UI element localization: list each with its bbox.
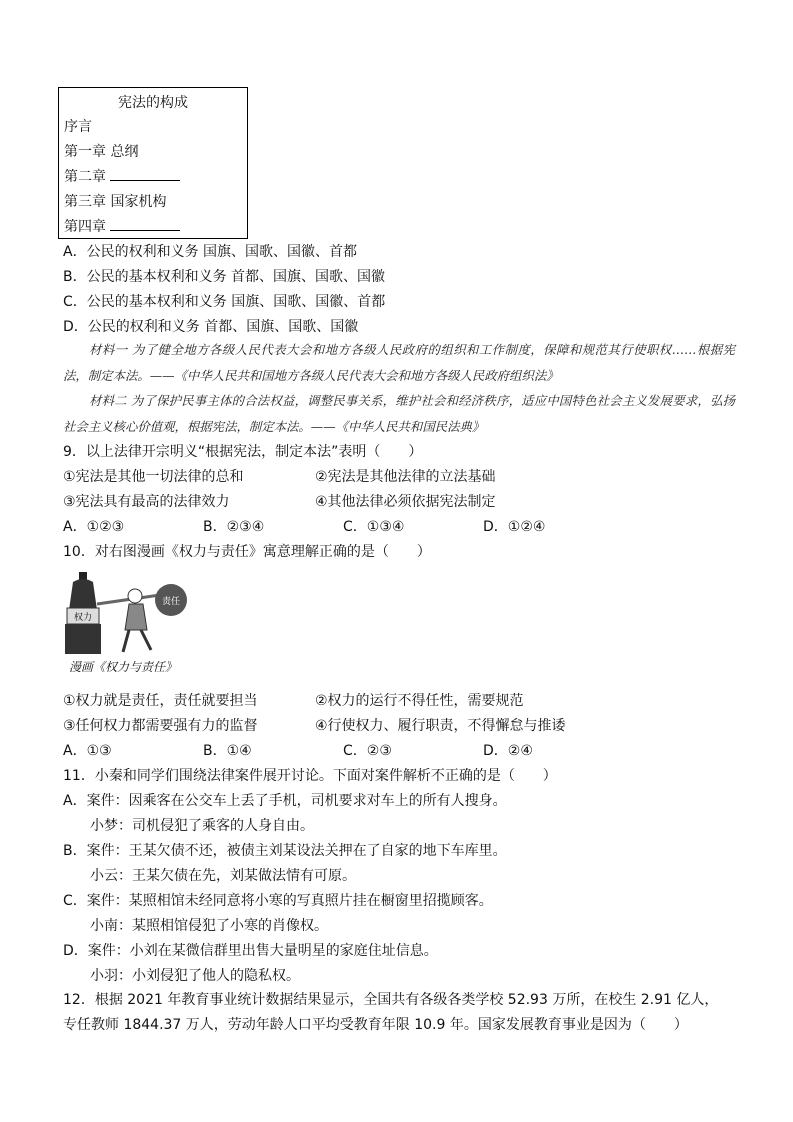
- material-one: 材料一 为了健全地方各级人民代表大会和地方各级人民政府的组织和工作制度，保障和规范其行使职权……根据宪法，制定本法。——《中华人民共和国地方各级人民代表大会和地方各级人民政府组织法》: [63, 342, 735, 383]
- q10-choice-d: D．②④: [483, 743, 533, 759]
- q11-comment-a: 小梦：司机侵犯了乘客的人身自由。: [90, 818, 314, 834]
- q11-case-d: D．案件：小刘在某微信群里出售大量明星的家庭住址信息。: [63, 943, 438, 959]
- q9-statement-4: ④其他法律必须依据宪法制定: [315, 494, 496, 510]
- fill-blank: [110, 168, 180, 181]
- q11-comment-d: 小羽：小刘侵犯了他人的隐私权。: [90, 968, 300, 984]
- q11-case-c: C．案件：某照相馆未经同意将小寒的写真照片挂在橱窗里招揽顾客。: [63, 893, 493, 909]
- q10-choice-b: B．①④: [203, 743, 252, 759]
- q10-stem: 10．对右图漫画《权力与责任》寓意理解正确的是（ ）: [63, 544, 431, 560]
- box-row-chapter3: 第三章 国家机构: [64, 194, 167, 210]
- q9-statement-2: ②宪法是其他法律的立法基础: [315, 469, 496, 485]
- q12-stem: 12．根据 2021 年教育事业统计数据结果显示，全国共有各级各类学校 52.93 万所，在校生 2.91 亿人，专任教师 1844.37 万人，劳动年龄人口平均受教育年限 10.9 年。国家发展教育事业是因为（ ）: [63, 992, 719, 1033]
- q8-option-d: D．公民的权利和义务 首都、国旗、国歌、国徽: [63, 319, 359, 335]
- box-row-chapter4: 第四章: [64, 218, 180, 236]
- q8-option-c: C．公民的基本权利和义务 国旗、国歌、国徽、首都: [63, 294, 386, 310]
- cartoon-caption: 漫画《权力与责任》: [69, 660, 178, 674]
- q10-statement-4: ④行使权力、履行职责，不得懈怠与推诿: [315, 718, 566, 734]
- cartoon-illustration: [63, 570, 199, 658]
- q9-statement-1: ①宪法是其他一切法律的总和: [63, 469, 244, 485]
- q11-comment-c: 小南：某照相馆侵犯了小寒的肖像权。: [90, 918, 328, 934]
- fill-blank: [110, 218, 180, 231]
- cartoon-duty-label: 责任: [161, 597, 181, 607]
- constitution-structure-box: [58, 87, 248, 239]
- q10-statement-3: ③任何权力都需要强有力的监督: [63, 718, 258, 734]
- cartoon-power-and-responsibility: [63, 570, 199, 680]
- box-row-preamble: 序言: [64, 119, 92, 135]
- q10-statement-1: ①权力就是责任，责任就要担当: [63, 693, 258, 709]
- q10-choice-a: A．①③: [63, 743, 112, 759]
- q9-stem: 9．以上法律开宗明义“根据宪法，制定本法”表明（ ）: [63, 444, 423, 460]
- q9-choice-c: C．①③④: [343, 519, 405, 535]
- q9-choice-d: D．①②④: [483, 519, 546, 535]
- box-row-chapter2: 第二章: [64, 168, 180, 186]
- q9-choice-b: B．②③④: [203, 519, 265, 535]
- q8-option-b: B．公民的基本权利和义务 首都、国旗、国歌、国徽: [63, 269, 386, 285]
- q10-choice-c: C．②③: [343, 743, 392, 759]
- q8-option-a: A．公民的权利和义务 国旗、国歌、国徽、首都: [63, 244, 358, 260]
- cartoon-power-label: 权力: [73, 613, 93, 623]
- q11-case-b: B．案件：王某欠债不还，被债主刘某设法关押在了自家的地下车库里。: [63, 843, 507, 859]
- box-row-chapter1: 第一章 总纲: [64, 144, 139, 160]
- q11-stem: 11．小秦和同学们围绕法律案件展开讨论。下面对案件解析不正确的是（ ）: [63, 768, 557, 784]
- q11-comment-b: 小云：王某欠债在先，刘某做法情有可原。: [90, 868, 356, 884]
- box-title: 宪法的构成: [118, 95, 188, 111]
- q9-choice-a: A．①②③: [63, 519, 125, 535]
- q9-statement-3: ③宪法具有最高的法律效力: [63, 494, 230, 510]
- q11-case-a: A．案件：因乘客在公交车上丢了手机，司机要求对车上的所有人搜身。: [63, 793, 507, 809]
- q10-statement-2: ②权力的运行不得任性，需要规范: [315, 693, 524, 709]
- material-two: 材料二 为了保护民事主体的合法权益，调整民事关系，维护社会和经济秩序，适应中国特色社会主义发展要求，弘扬社会主义核心价值观，根据宪法，制定本法。——《中华人民共和国民法典》: [63, 393, 735, 434]
